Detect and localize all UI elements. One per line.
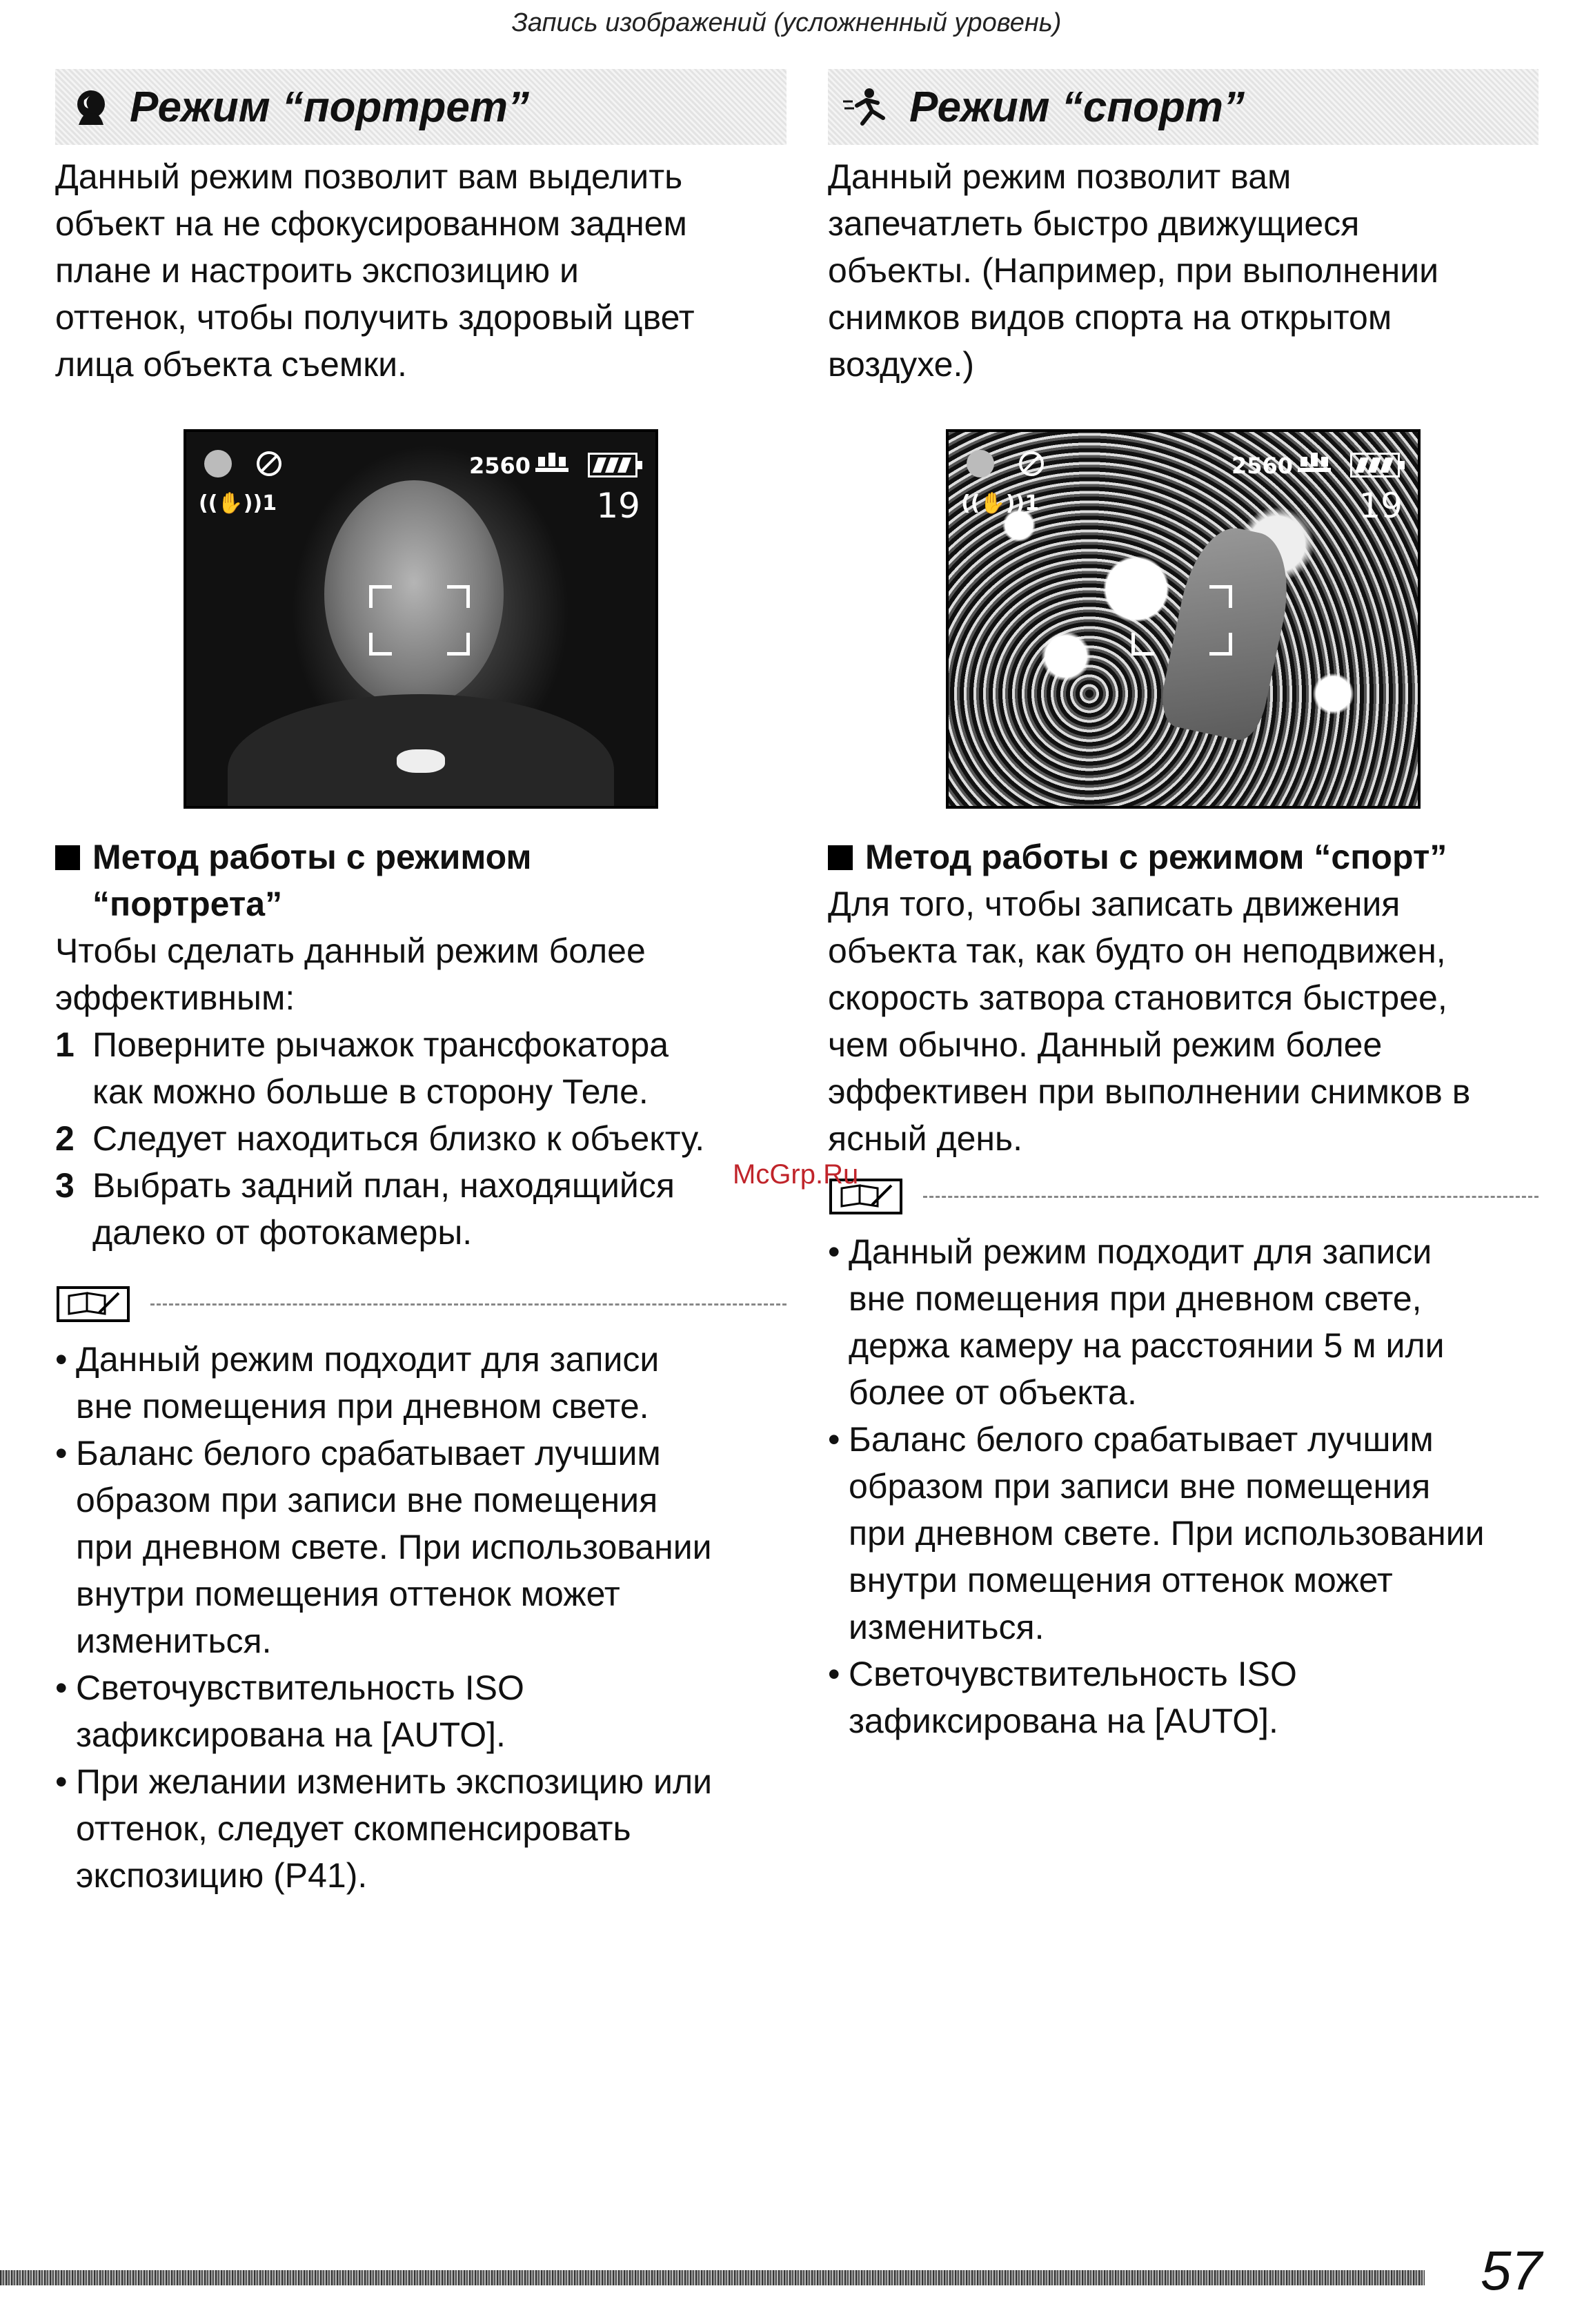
portrait-method-intro xyxy=(55,927,786,1021)
portrait-mode-title-bar xyxy=(55,69,786,145)
af-frame-icon xyxy=(1131,585,1232,656)
note-item xyxy=(828,1416,1539,1651)
text-line: • Баланс белого срабатывает лучшим xyxy=(849,1420,1434,1459)
battery-icon xyxy=(588,453,637,477)
square-bullet-icon xyxy=(55,845,80,870)
text-line: плане и настроить экспозицию и xyxy=(55,251,579,290)
text-line: • Данный режим подходит для записи xyxy=(76,1340,660,1379)
text-line: скорость затвора становится быстрее, xyxy=(828,978,1447,1017)
text-line: образом при записи вне помещения xyxy=(849,1467,1431,1506)
picture-resolution: 2560 xyxy=(469,453,531,479)
text-line: экспозицию (P41). xyxy=(76,1856,368,1895)
af-frame-icon xyxy=(369,585,470,656)
text-line: измениться. xyxy=(849,1608,1045,1646)
step-item xyxy=(55,1162,786,1256)
portrait-method-heading xyxy=(55,834,786,927)
text-line: зафиксирована на [AUTO]. xyxy=(76,1715,506,1754)
stabilizer-mode: 1 xyxy=(1025,491,1040,515)
portrait-intro xyxy=(55,153,786,388)
text-line: лица объекта съемки. xyxy=(55,345,407,384)
text-line: оттенок, чтобы получить здоровый цвет xyxy=(55,298,695,337)
portrait-mode-column xyxy=(55,69,786,1899)
portrait-mode-icon xyxy=(69,86,110,128)
text-line: чем обычно. Данный режим более xyxy=(828,1025,1383,1064)
dashed-rule xyxy=(150,1303,786,1306)
running-header: Запись изображений (усложненный уровень) xyxy=(511,8,1062,37)
text-line: как можно больше в сторону Теле. xyxy=(92,1072,649,1111)
portrait-mode-title: Режим “портрет” xyxy=(130,83,530,131)
sport-mode-icon xyxy=(842,86,890,128)
text-line: • Светочувствительность ISO xyxy=(849,1655,1297,1693)
note-item xyxy=(55,1430,786,1664)
text-line: зафиксирована на [AUTO]. xyxy=(849,1702,1278,1740)
sport-method-text xyxy=(828,880,1539,1162)
heading-line: “портрета” xyxy=(92,885,283,923)
text-line: вне помещения при дневном свете. xyxy=(76,1387,649,1426)
battery-icon xyxy=(1350,453,1400,477)
text-line: эффективным: xyxy=(55,978,295,1017)
sport-mode-title: Режим “спорт” xyxy=(909,83,1245,131)
note-item xyxy=(55,1758,786,1899)
text-line: Данный режим позволит вам выделить xyxy=(55,157,683,196)
quality-icon xyxy=(1294,450,1335,479)
text-line: более от объекта. xyxy=(849,1373,1137,1412)
text-line: при дневном свете. При использовании xyxy=(76,1528,712,1566)
remaining-shots: 19 xyxy=(1358,486,1403,526)
stabilizer-icon: ((✋))1 xyxy=(961,491,1040,515)
footer-bar xyxy=(0,2270,1425,2285)
flash-off-icon xyxy=(1018,450,1045,477)
sport-lcd-preview xyxy=(946,429,1421,809)
text-line: далеко от фотокамеры. xyxy=(92,1213,473,1252)
remaining-shots: 19 xyxy=(596,486,640,526)
watermark: McGrp.Ru xyxy=(733,1159,859,1190)
portrait-steps xyxy=(55,1021,786,1256)
sport-mode-column xyxy=(828,69,1539,1744)
sport-method-heading xyxy=(828,834,1539,880)
note-divider xyxy=(55,1282,786,1326)
note-item xyxy=(55,1336,786,1430)
text-line: измениться. xyxy=(76,1622,272,1660)
sport-intro xyxy=(828,153,1539,388)
text-line: • Баланс белого срабатывает лучшим xyxy=(76,1434,661,1473)
text-line: эффективен при выполнении снимков в xyxy=(828,1072,1471,1111)
page-number: 57 xyxy=(1481,2240,1542,2301)
text-line: внутри помещения оттенок может xyxy=(849,1561,1393,1599)
text-line: Данный режим позволит вам xyxy=(828,157,1292,196)
heading-line: Метод работы с режимом xyxy=(92,838,532,876)
sport-mode-title-bar xyxy=(828,69,1539,145)
portrait-lcd-preview xyxy=(184,429,658,809)
text-line: ясный день. xyxy=(828,1119,1022,1158)
text-line: образом при записи вне помещения xyxy=(76,1481,658,1519)
step-number: 3 xyxy=(55,1166,75,1205)
text-line: воздухе.) xyxy=(828,345,975,384)
text-line: • При желании изменить экспозицию или xyxy=(76,1762,713,1801)
dashed-rule xyxy=(923,1196,1539,1198)
text-line: вне помещения при дневном свете, xyxy=(849,1279,1422,1318)
step-item xyxy=(55,1115,786,1162)
heading-line: Метод работы с режимом “спорт” xyxy=(865,838,1447,876)
text-line: запечатлеть быстро движущиеся xyxy=(828,204,1360,243)
note-item xyxy=(55,1664,786,1758)
note-divider xyxy=(828,1174,1539,1219)
text-line: Выбрать задний план, находящийся xyxy=(92,1166,675,1205)
square-bullet-icon xyxy=(828,845,853,870)
text-line: • Данный режим подходит для записи xyxy=(849,1232,1432,1271)
text-line: объект на не сфокусированном заднем xyxy=(55,204,687,243)
text-line: держа камеру на расстоянии 5 м или xyxy=(849,1326,1445,1365)
text-line: объекта так, как будто он неподвижен, xyxy=(828,932,1446,970)
portrait-brooch xyxy=(397,749,445,773)
picture-resolution: 2560 xyxy=(1231,453,1294,479)
stabilizer-icon: ((✋))1 xyxy=(199,491,277,515)
text-line: объекты. (Например, при выполнении xyxy=(828,251,1439,290)
flash-off-icon xyxy=(255,450,283,477)
step-number: 2 xyxy=(55,1119,75,1158)
text-line: Для того, чтобы записать движения xyxy=(828,885,1401,923)
quality-icon xyxy=(531,450,573,479)
portrait-notes xyxy=(55,1336,786,1899)
stabilizer-mode: 1 xyxy=(262,491,277,515)
text-line: Поверните рычажок трансфокатора xyxy=(92,1025,669,1064)
note-item xyxy=(828,1228,1539,1416)
portrait-scene-icon xyxy=(204,450,232,477)
text-line: • Светочувствительность ISO xyxy=(76,1668,524,1707)
text-line: при дневном свете. При использовании xyxy=(849,1514,1485,1553)
text-line: внутри помещения оттенок может xyxy=(76,1575,620,1613)
step-item xyxy=(55,1021,786,1115)
note-item xyxy=(828,1651,1539,1744)
note-icon xyxy=(55,1285,131,1323)
text-line: Следует находиться близко к объекту. xyxy=(92,1119,705,1158)
sport-notes xyxy=(828,1228,1539,1744)
step-number: 1 xyxy=(55,1025,75,1064)
text-line: Чтобы сделать данный режим более xyxy=(55,932,646,970)
text-line: снимков видов спорта на открытом xyxy=(828,298,1392,337)
text-line: оттенок, следует скомпенсировать xyxy=(76,1809,631,1848)
sport-scene-icon xyxy=(967,450,994,477)
